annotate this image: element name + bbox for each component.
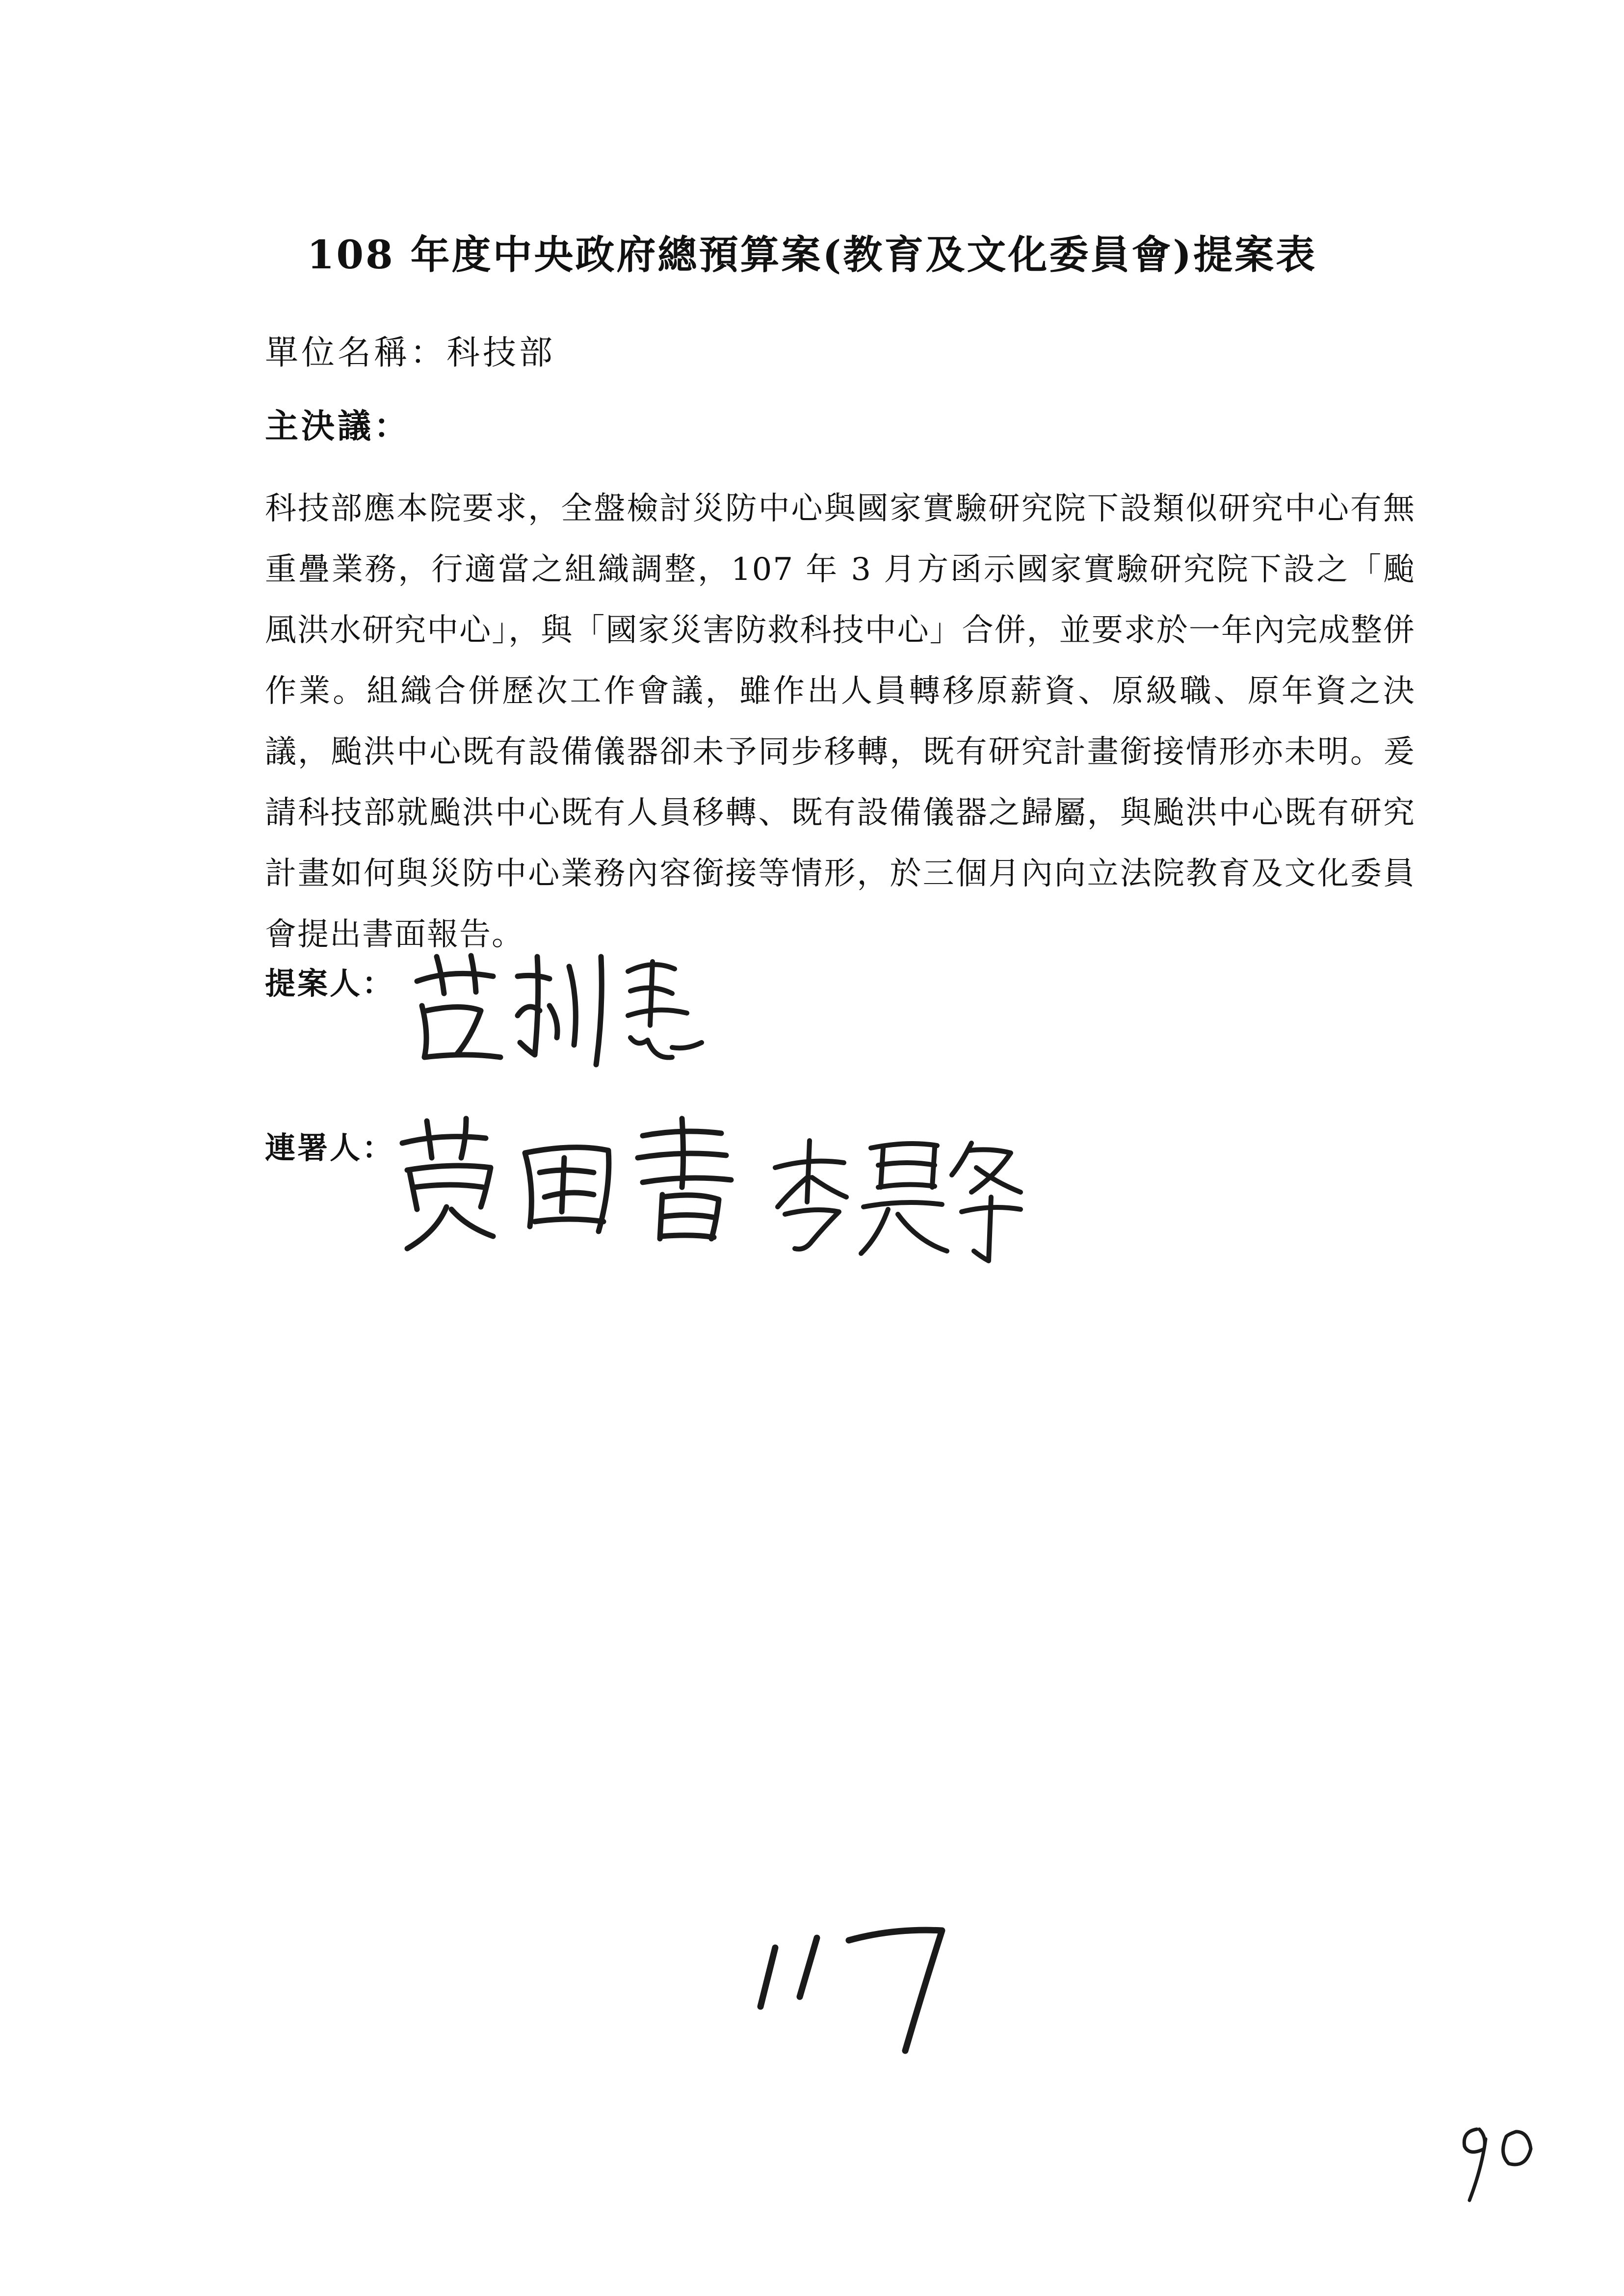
handwritten-corner-number xyxy=(1447,2110,1555,2208)
unit-value: 科技部 xyxy=(446,334,556,372)
unit-line xyxy=(265,326,555,374)
decision-heading: 主決議： xyxy=(265,407,411,446)
cosigner-signature xyxy=(388,1109,741,1256)
proposer-label: 提案人： xyxy=(265,965,395,1001)
cosigner-label: 連署人： xyxy=(265,1130,395,1166)
proposer-signature xyxy=(407,947,711,1074)
handwritten-page-number xyxy=(746,1904,1001,2061)
page-title: 108 年度中央政府總預算案(教育及文化委員會)提案表 xyxy=(307,232,1317,278)
unit-label: 單位名稱： xyxy=(265,334,447,372)
cosigner-signature xyxy=(765,1128,1030,1266)
decision-body: 科技部應本院要求，全盤檢討災防中心與國家實驗研究院下設類似研究中心有無重疊業務，行適當之組織調整，107 年 3 月方函示國家實驗研究院下設之「颱風洪水研究中心」，與「國家災害防救科技中心」合併，並要求於一年內完成整併作業。組織合併歷次工作會議，雖作出人員轉移原薪資、原級職、原年資之決議，颱洪中心既有設備儀器卻未予同步移轉，既有研究計畫銜接情形亦未明。爰請科技部就颱洪中心既有人員移轉、既有設備儀器之歸屬，與颱洪中心既有研究計畫如何與災防中心業務內容銜接等情形，於三個月內向立法院教育及文化委員會提出書面報告。 xyxy=(265,491,1415,953)
